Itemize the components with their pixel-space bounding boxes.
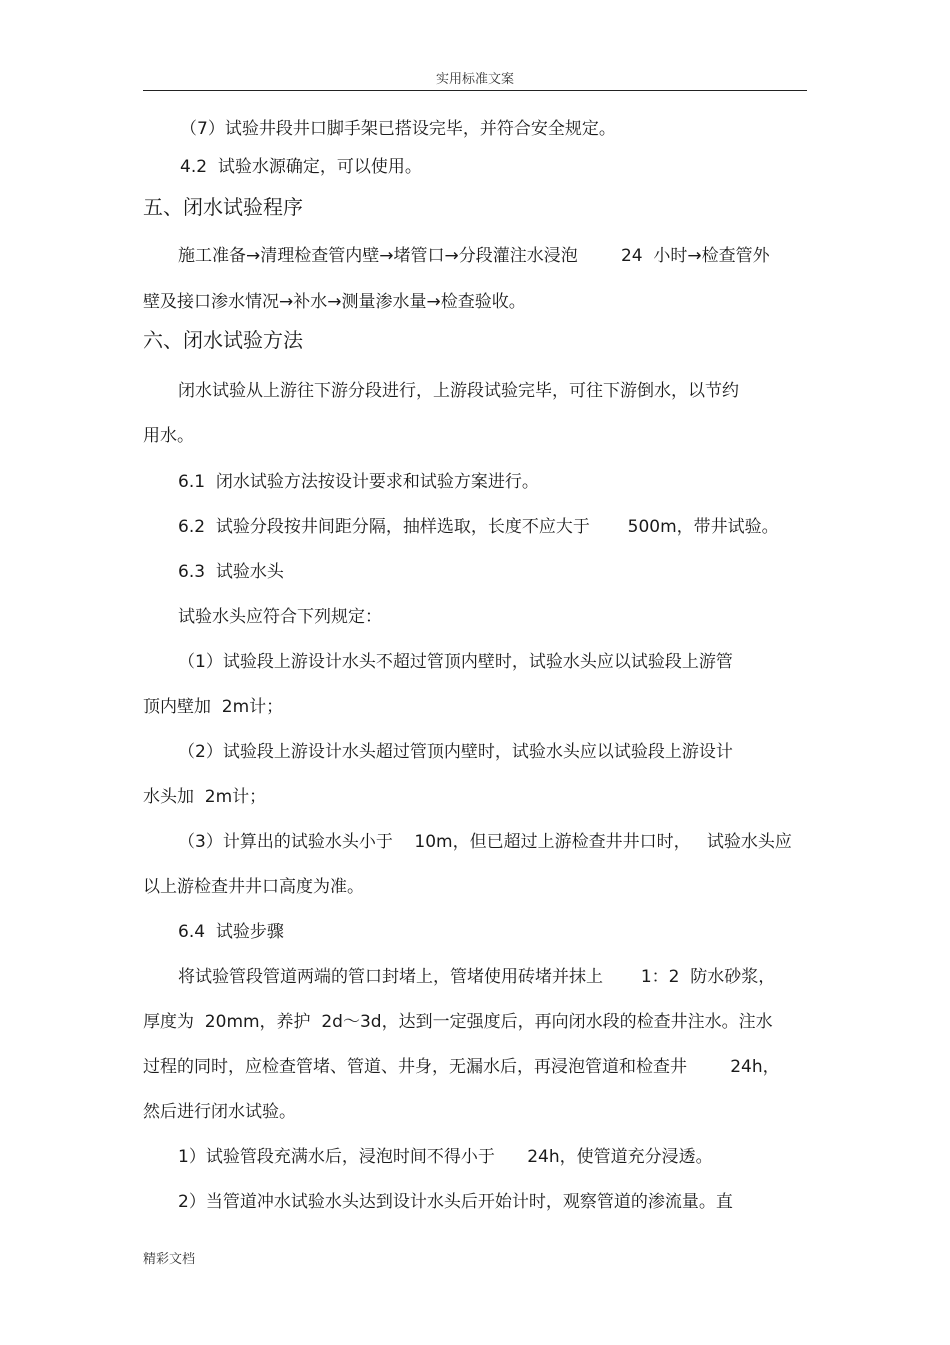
body-line: 以上游检查井井口高度为准。 bbox=[143, 877, 364, 897]
body-line: 6.1 闭水试验方法按设计要求和试验方案进行。 bbox=[178, 472, 539, 492]
body-line: 6.2 试验分段按井间距分隔，抽样选取，长度不应大于 500m，带井试验。 bbox=[178, 517, 779, 537]
page-footer: 精彩文档 bbox=[143, 1252, 196, 1267]
body-line: （1）试验段上游设计水头不超过管顶内壁时，试验水头应以试验段上游管 bbox=[178, 652, 733, 672]
subsection-title: 6.4 试验步骤 bbox=[178, 922, 284, 942]
body-line: 顶内壁加 2m计； bbox=[143, 697, 284, 717]
body-line: 将试验管段管道两端的管口封堵上，管堵使用砖堵并抹上 1：2 防水砂浆， bbox=[178, 967, 776, 987]
section-heading-5: 五、闭水试验程序 bbox=[143, 195, 303, 219]
body-line: 1）试验管段充满水后，浸泡时间不得小于 24h，使管道充分浸透。 bbox=[178, 1147, 713, 1167]
body-line: 过程的同时，应检查管堵、管道、井身，无漏水后，再浸泡管道和检查井 24h， bbox=[143, 1057, 780, 1077]
body-line: （2）试验段上游设计水头超过管顶内壁时，试验水头应以试验段上游设计 bbox=[178, 742, 733, 762]
section-heading-6: 六、闭水试验方法 bbox=[143, 328, 303, 352]
body-line: 用水。 bbox=[143, 426, 194, 446]
header-divider bbox=[143, 90, 807, 91]
body-line: （3）计算出的试验水头小于 10m，但已超过上游检查井井口时， 试验水头应 bbox=[178, 832, 792, 852]
page-header: 实用标准文案 bbox=[435, 72, 514, 87]
body-line: 试验水头应符合下列规定： bbox=[178, 607, 382, 627]
body-line: 闭水试验从上游往下游分段进行，上游段试验完毕，可往下游倒水，以节约 bbox=[178, 381, 739, 401]
body-line: （7）试验井段井口脚手架已搭设完毕，并符合安全规定。 bbox=[180, 119, 616, 139]
body-line: 然后进行闭水试验。 bbox=[143, 1102, 296, 1122]
body-line: 厚度为 20mm，养护 2d～3d，达到一定强度后，再向闭水段的检查井注水。注水 bbox=[143, 1012, 773, 1032]
body-line: 2）当管道冲水试验水头达到设计水头后开始计时，观察管道的渗流量。直 bbox=[178, 1192, 733, 1212]
body-line: 壁及接口渗水情况→补水→测量渗水量→检查验收。 bbox=[143, 292, 526, 312]
body-line: 施工准备→清理检查管内壁→堵管口→分段灌注水浸泡 24 小时→检查管外 bbox=[178, 246, 770, 266]
subsection-title: 6.3 试验水头 bbox=[178, 562, 284, 582]
body-line: 水头加 2m计； bbox=[143, 787, 267, 807]
body-line: 4.2 试验水源确定，可以使用。 bbox=[180, 157, 422, 177]
